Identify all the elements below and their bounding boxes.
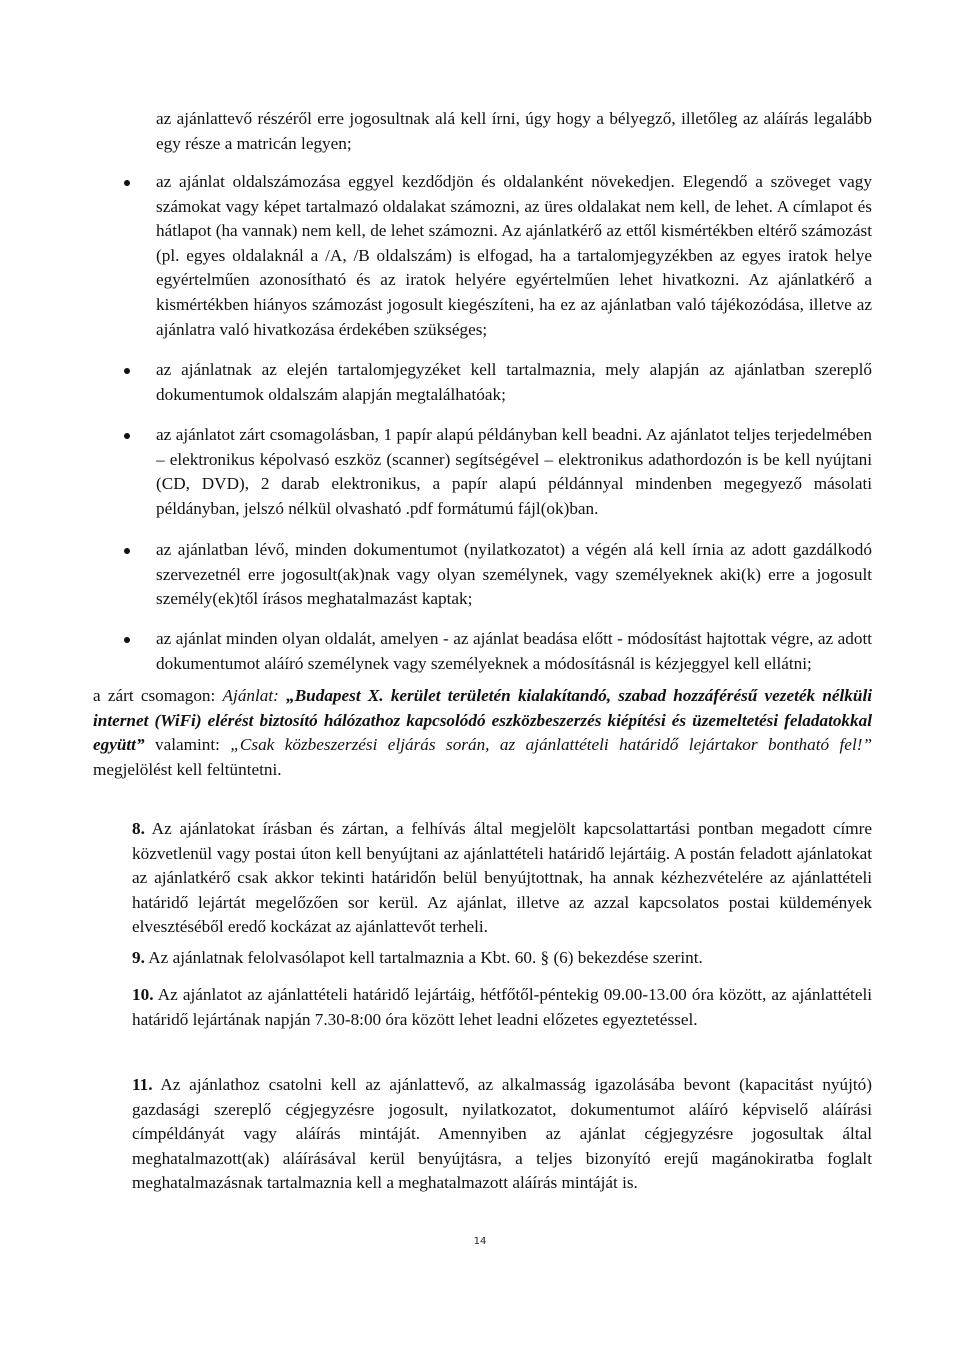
bullet-item <box>156 538 872 612</box>
numbered-item-8 <box>132 817 872 940</box>
bullet-text: az ajánlat oldalszámozása eggyel kezdődjön és oldalanként növekedjen. Elegendő a szöveget vagy számokat vagy képet tartalmazó oldalakat számozni, az üres oldalakat nem kell, de lehet. A címlapot és hátlapot (ha vannak) nem kell, de lehet számozni. Az ajánlatkérő az ettől kismértékben eltérő számozást (pl. egyes oldalaknál a /A, /B oldalszám) is elfogad, ha a tartalomjegyzékben az egyes iratok helye egyértelműen azonosítható és az iratok helyére egyértelműen lehet hivatkozni. Az ajánlatkérő a kismértékben hiányos számozást jogosult kiegészíteni, ha ez az ajánlatban való tájékozódása, illetve az ajánlatra való hivatkozása érdekében szükséges; <box>156 172 872 339</box>
item-text: Az ajánlatnak felolvasólapot kell tartalmaznia a Kbt. 60. § (6) bekezdése szerint. <box>148 948 703 967</box>
bullet-dot <box>124 180 130 186</box>
page-number: 14 <box>473 1236 487 1247</box>
numbered-item-9 <box>132 946 872 971</box>
item-number: 9. <box>132 948 145 967</box>
bullet-text: az ajánlatban lévő, minden dokumentumot (nyilatkozatot) a végén alá kell írnia az adott gazdálkodó szervezetnél erre jogosult(ak)nak vagy olyan személynek, vagy személyeknek aki(k) erre a jogosult személy(ek)től írásos meghatalmazást kaptak; <box>156 540 872 609</box>
package-label-paragraph <box>93 684 872 782</box>
continuation-paragraph: az ajánlattevő részéről erre jogosultnak alá kell írni, úgy hogy a bélyegző, illetőleg az aláírás legalább egy része a matricán legyen; <box>156 109 872 153</box>
item-text: Az ajánlatot az ajánlattételi határidő lejártáig, hétfőtől-péntekig 09.00-13.00 óra között, az ajánlattételi határidő lejártának napján 7.30-8:00 óra között lehet leadni előzetes egyeztetéssel. <box>132 985 872 1029</box>
package-label-offer-word: Ajánlat: <box>222 686 279 705</box>
package-label-notice: „Csak közbeszerzési eljárás során, az ajánlattételi határidő lejártakor bontható fel!” <box>230 735 872 755</box>
numbered-item-11 <box>132 1073 872 1196</box>
item-text: Az ajánlathoz csatolni kell az ajánlattevő, az alkalmasság igazolásába bevont (kapacitást nyújtó) gazdasági szereplő cégjegyzésre jogosult, nyilatkozatot, dokumentumot aláíró képviselő aláírási címpéldányát vagy aláírás mintáját. Amennyiben az ajánlat cégjegyzésre jogosultak által meghatalmazott(ak) aláírásával kerül benyújtásra, a teljes bizonyító erejű magánokiratba foglalt meghatalmazásnak tartalmaznia kell a meghatalmazott aláírás mintáját is. <box>132 1075 872 1193</box>
bullet-text: az ajánlatnak az elején tartalomjegyzéket kell tartalmaznia, mely alapján az ajánlatban szereplő dokumentumok oldalszám alapján megtalálhatóak; <box>156 360 872 404</box>
bullet-text: az ajánlatot zárt csomagolásban, 1 papír alapú példányban kell beadni. Az ajánlatot teljes terjedelmében – elektronikus képolvasó eszköz (scanner) segítségével – elektronikus adathordozón is be kell nyújtani (CD, DVD), 2 darab elektronikus, a papír alapú példánnyal mindenben megegyező másolati példányban, jelszó nélkül olvasható .pdf formátumú fájl(ok)ban. <box>156 425 872 518</box>
bullet-item <box>156 627 872 676</box>
item-number: 11. <box>132 1075 153 1094</box>
bullet-item <box>156 170 872 342</box>
bullet-dot <box>124 637 130 643</box>
item-number: 10. <box>132 985 154 1004</box>
package-label-middle: valamint: <box>144 735 231 755</box>
bullet-dot <box>124 433 130 439</box>
package-label-title: „Budapest X. kerület területén kialakítandó, szabad hozzáférésű vezeték nélküli internet (WiFi) elérést biztosító hálózathoz kapcsolódó eszközbeszerzés kiépítési és üzemeltetési feladatokkal együtt” <box>93 686 873 755</box>
item-number: 8. <box>132 819 145 838</box>
item-text: Az ajánlatokat írásban és zártan, a felhívás által megjelölt kapcsolattartási pontban megadott címre közvetlenül vagy postai úton kell benyújtani az ajánlattételi határidő lejártáig. A postán feladott ajánlatokat az ajánlatkérő csak akkor tekinti határidőn belül benyújtottnak, ha annak kézhezvételére az ajánlattételi határidő lejártát megelőzően sor kerül. Az ajánlat, illetve az azzal kapcsolatos postai küldemények elvesztéséből eredő kockázat az ajánlattevőt terheli. <box>132 819 872 937</box>
bullet-dot <box>124 368 130 374</box>
bullet-dot <box>124 548 130 554</box>
bullet-text: az ajánlat minden olyan oldalát, amelyen - az ajánlat beadása előtt - módosítást hajtottak végre, az adott dokumentumot aláíró személynek vagy személyeknek a módosításnál is kézjeggyel kell ellátni; <box>156 629 872 673</box>
package-label-prefix: a zárt csomagon: <box>93 686 223 705</box>
bullet-item <box>156 358 872 407</box>
numbered-item-10 <box>132 983 872 1032</box>
package-label-suffix: megjelölést kell feltüntetni. <box>93 759 282 779</box>
bullet-item <box>156 423 872 521</box>
